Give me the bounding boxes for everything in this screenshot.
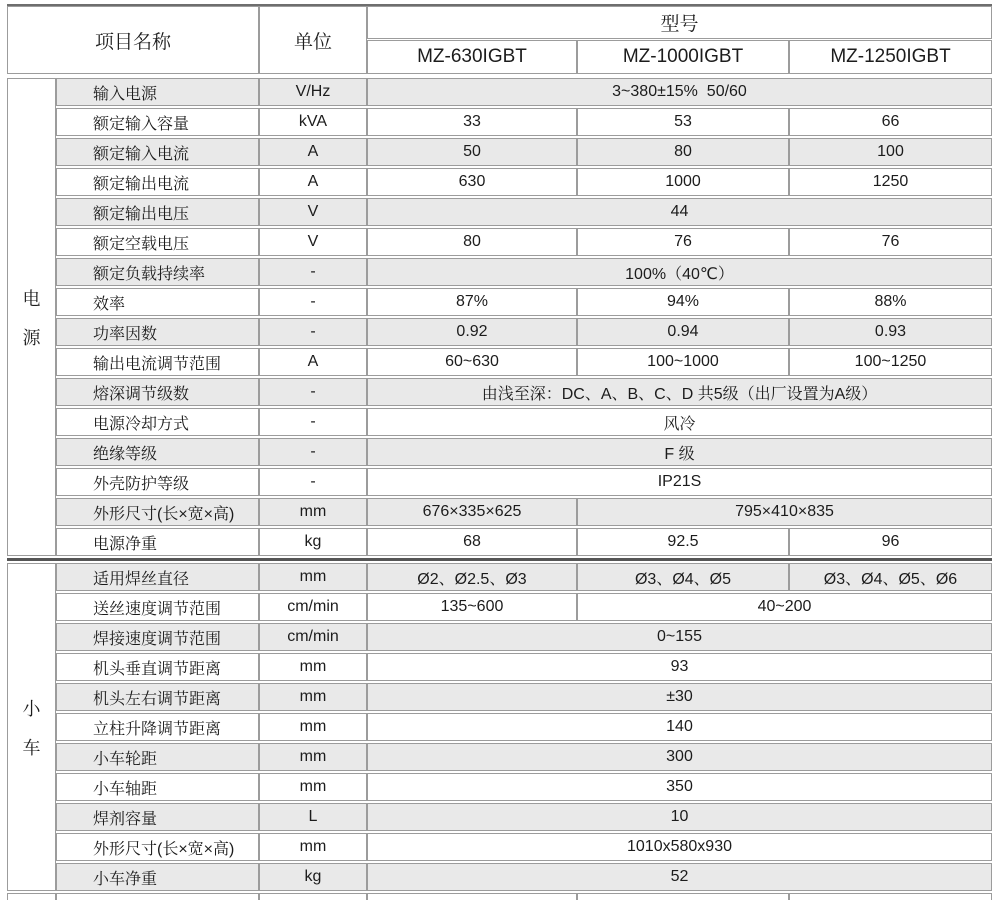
spec-item-label: 外形尺寸(长×宽×高) <box>56 498 259 526</box>
spec-value: 92.5 <box>577 528 789 556</box>
spec-unit: kg <box>259 528 367 556</box>
spec-value: 60~630 <box>367 348 577 376</box>
spec-value: F 级 <box>367 438 992 466</box>
spec-value: 93 <box>367 653 992 681</box>
spec-value: 0.92 <box>367 318 577 346</box>
spec-unit: L <box>259 803 367 831</box>
spec-item-label: 焊剂容量 <box>56 803 259 831</box>
spec-unit: cm/min <box>259 623 367 651</box>
spec-unit: kg <box>259 863 367 891</box>
spec-item-label: 送丝速度调节范围 <box>56 593 259 621</box>
spec-value: 94% <box>577 288 789 316</box>
spec-value: Ø2、Ø2.5、Ø3 <box>367 563 577 591</box>
header-item-name: 项目名称 <box>7 6 259 74</box>
spec-item-label: 功率因数 <box>56 318 259 346</box>
spec-value: 140 <box>367 713 992 741</box>
spec-value: ±30 <box>367 683 992 711</box>
spec-item-label: 适用焊丝直径 <box>56 563 259 591</box>
partial-cell <box>56 893 259 900</box>
spec-item-label: 额定输出电流 <box>56 168 259 196</box>
spec-unit: mm <box>259 653 367 681</box>
spec-value: 80 <box>367 228 577 256</box>
spec-unit: A <box>259 168 367 196</box>
spec-value: 87% <box>367 288 577 316</box>
spec-unit: V/Hz <box>259 78 367 106</box>
section-label-char: 车 <box>22 737 41 758</box>
spec-table-body <box>7 78 992 900</box>
partial-cell <box>577 893 789 900</box>
spec-item-label: 机头垂直调节距离 <box>56 653 259 681</box>
spec-value: 100~1000 <box>577 348 789 376</box>
spec-value: 100~1250 <box>789 348 992 376</box>
spec-value: 630 <box>367 168 577 196</box>
spec-unit: mm <box>259 713 367 741</box>
spec-unit: - <box>259 378 367 406</box>
spec-item-label: 外壳防护等级 <box>56 468 259 496</box>
section-label <box>7 563 56 891</box>
spec-section <box>7 563 992 891</box>
spec-unit: mm <box>259 743 367 771</box>
spec-value: 风冷 <box>367 408 992 436</box>
spec-value: 50 <box>367 138 577 166</box>
spec-item-label: 小车净重 <box>56 863 259 891</box>
spec-item-label: 额定输出电压 <box>56 198 259 226</box>
spec-item-label: 电源冷却方式 <box>56 408 259 436</box>
spec-table-header <box>7 6 992 74</box>
spec-item-label: 外形尺寸(长×宽×高) <box>56 833 259 861</box>
spec-unit: - <box>259 438 367 466</box>
section-label-char: 源 <box>22 327 41 348</box>
spec-unit: mm <box>259 498 367 526</box>
spec-unit: mm <box>259 833 367 861</box>
spec-value: 1000 <box>577 168 789 196</box>
section-label-char: 电 <box>22 288 41 309</box>
spec-value: 795×410×835 <box>577 498 992 526</box>
spec-item-label: 绝缘等级 <box>56 438 259 466</box>
spec-unit: - <box>259 468 367 496</box>
section-label <box>7 78 56 556</box>
spec-item-label: 焊接速度调节范围 <box>56 623 259 651</box>
spec-unit: cm/min <box>259 593 367 621</box>
spec-item-label: 小车轴距 <box>56 773 259 801</box>
spec-value: 88% <box>789 288 992 316</box>
spec-value: 53 <box>577 108 789 136</box>
header-model-group: 型号 <box>367 6 992 39</box>
section-label-char: 小 <box>22 698 41 719</box>
spec-value: 33 <box>367 108 577 136</box>
spec-value: 0.94 <box>577 318 789 346</box>
spec-value: 76 <box>577 228 789 256</box>
header-model-1: MZ-630IGBT <box>367 40 577 74</box>
header-model-3: MZ-1250IGBT <box>789 40 992 74</box>
spec-value: 100 <box>789 138 992 166</box>
spec-value: 由浅至深：DC、A、B、C、D 共5级（出厂设置为A级） <box>367 378 992 406</box>
spec-unit: - <box>259 258 367 286</box>
spec-value: 0~155 <box>367 623 992 651</box>
spec-value: 80 <box>577 138 789 166</box>
spec-value: 96 <box>789 528 992 556</box>
spec-item-label: 机头左右调节距离 <box>56 683 259 711</box>
spec-item-label: 额定输入电流 <box>56 138 259 166</box>
partial-row <box>7 893 992 900</box>
spec-unit: A <box>259 138 367 166</box>
spec-value: 100%（40℃） <box>367 258 992 286</box>
spec-item-label: 输出电流调节范围 <box>56 348 259 376</box>
spec-value: 44 <box>367 198 992 226</box>
spec-value: 40~200 <box>577 593 992 621</box>
spec-item-label: 额定负载持续率 <box>56 258 259 286</box>
spec-unit: mm <box>259 563 367 591</box>
spec-unit: V <box>259 228 367 256</box>
header-model-2: MZ-1000IGBT <box>577 40 789 74</box>
spec-value: 300 <box>367 743 992 771</box>
spec-value: 676×335×625 <box>367 498 577 526</box>
spec-value: 1010x580x930 <box>367 833 992 861</box>
spec-item-label: 输入电源 <box>56 78 259 106</box>
spec-value: 68 <box>367 528 577 556</box>
spec-value: 10 <box>367 803 992 831</box>
spec-item-label: 额定输入容量 <box>56 108 259 136</box>
header-unit: 单位 <box>259 6 367 74</box>
spec-unit: mm <box>259 773 367 801</box>
partial-cell <box>7 893 56 900</box>
section-divider <box>7 558 992 561</box>
spec-unit: A <box>259 348 367 376</box>
spec-unit: V <box>259 198 367 226</box>
spec-value: 135~600 <box>367 593 577 621</box>
partial-cell <box>789 893 992 900</box>
spec-item-label: 熔深调节级数 <box>56 378 259 406</box>
spec-item-label: 立柱升降调节距离 <box>56 713 259 741</box>
spec-unit: - <box>259 408 367 436</box>
partial-cell <box>367 893 577 900</box>
spec-value: IP21S <box>367 468 992 496</box>
partial-cell <box>259 893 367 900</box>
spec-item-label: 电源净重 <box>56 528 259 556</box>
spec-item-label: 效率 <box>56 288 259 316</box>
spec-table <box>7 4 992 900</box>
spec-value: Ø3、Ø4、Ø5、Ø6 <box>789 563 992 591</box>
spec-value: 1250 <box>789 168 992 196</box>
spec-value: 66 <box>789 108 992 136</box>
spec-value: 3~380±15% 50/60 <box>367 78 992 106</box>
spec-unit: - <box>259 318 367 346</box>
spec-value: Ø3、Ø4、Ø5 <box>577 563 789 591</box>
spec-value: 0.93 <box>789 318 992 346</box>
spec-unit: kVA <box>259 108 367 136</box>
spec-section <box>7 78 992 556</box>
spec-value: 76 <box>789 228 992 256</box>
spec-unit: - <box>259 288 367 316</box>
spec-value: 52 <box>367 863 992 891</box>
spec-value: 350 <box>367 773 992 801</box>
spec-unit: mm <box>259 683 367 711</box>
spec-item-label: 小车轮距 <box>56 743 259 771</box>
spec-item-label: 额定空载电压 <box>56 228 259 256</box>
